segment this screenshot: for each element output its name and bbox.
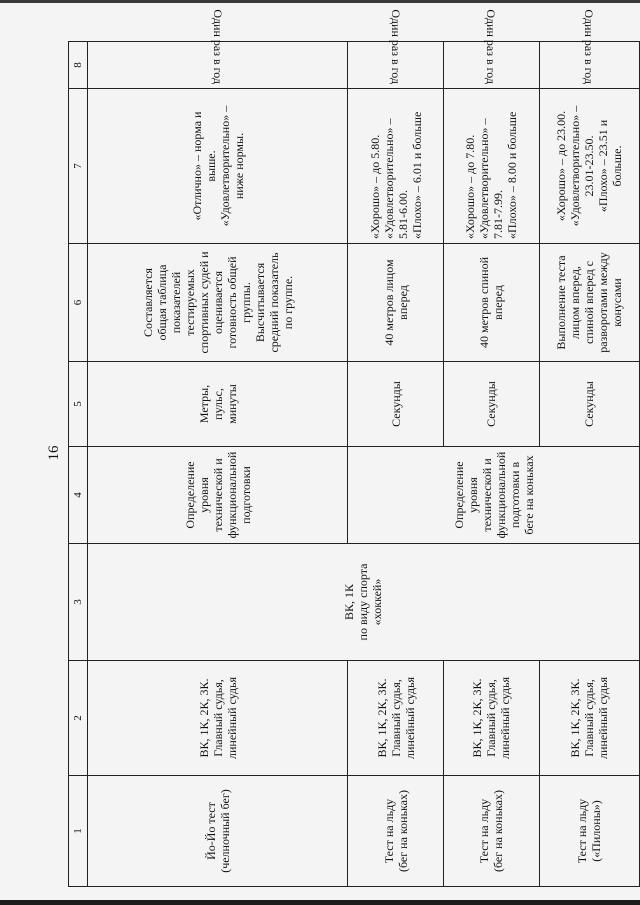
column-header: 3	[69, 544, 88, 661]
conditions-cell: 40 метров спиной вперед	[444, 244, 540, 362]
units-cell: Секунды	[539, 362, 639, 447]
column-header: 7	[69, 89, 88, 244]
frequency-cell: Один раз в год	[87, 42, 347, 89]
page-number: 16	[46, 445, 62, 461]
test-name-cell: Тест на льду («Пилоны»)	[539, 776, 639, 887]
standards-cell: «Отлично» – норма и выше. «Удовлетворительно» – ниже нормы.	[87, 89, 347, 244]
description-cell: Определение уровня технической и функциональной подготовки в беге на коньках	[348, 447, 640, 544]
units-cell: Метры, пульс, минуты	[87, 362, 347, 447]
standards-cell: «Хорошо» – до 23.00. «Удовлетворительно» – 23.01-23.50. «Плохо» – 23.51 и больше.	[539, 89, 639, 244]
column-header: 2	[69, 661, 88, 776]
categories-cell: ВК, 1К, 2К, 3К. Главный судья, линейный судья	[348, 661, 444, 776]
sport-cell: ВК, 1К по виду спорта «хоккей»	[87, 544, 639, 661]
header-row	[69, 42, 88, 887]
units-cell: Секунды	[348, 362, 444, 447]
standards-cell: «Хорошо» – до 7.80. «Удовлетворительно» – 7.81-7.99. «Плохо» – 8.00 и больше	[444, 89, 540, 244]
description-cell: Определение уровня технической и функциональной подготовки	[87, 447, 347, 544]
column-header: 5	[69, 362, 88, 447]
column-header: 1	[69, 776, 88, 887]
column-header: 6	[69, 244, 88, 362]
frequency-cell: Один раз в год	[539, 42, 639, 89]
test-name-cell: Тест на льду (бег на коньках)	[348, 776, 444, 887]
test-name-cell: Тест на льду (бег на коньках)	[444, 776, 540, 887]
table-row	[87, 42, 347, 887]
categories-cell: ВК, 1К, 2К, 3К. Главный судья, линейный судья	[444, 661, 540, 776]
rotated-page	[68, 9, 640, 887]
column-header: 8	[69, 42, 88, 89]
conditions-cell: 40 метров лицом вперед	[348, 244, 444, 362]
test-name-cell: Йо-Йо тест (челночный бег)	[87, 776, 347, 887]
frequency-cell: Один раз в год	[444, 42, 540, 89]
categories-cell: ВК, 1К, 2К, 3К. Главный судья, линейный судья	[87, 661, 347, 776]
units-cell: Секунды	[444, 362, 540, 447]
column-header: 4	[69, 447, 88, 544]
tests-table	[68, 9, 640, 887]
frequency-cell: Один раз в год	[348, 42, 444, 89]
scan-bottom-edge	[0, 900, 640, 905]
table-row	[348, 42, 444, 887]
categories-cell: ВК, 1К, 2К, 3К. Главный судья, линейный судья	[539, 661, 639, 776]
conditions-cell: Составляется общая таблица показателей тестируемых спортивных судей и оценивается готовность общей группы. Высчитывается средний показатель по группе.	[87, 244, 347, 362]
conditions-cell: Выполнение теста лицом вперед, спиной вперед с разворотами между конусами	[539, 244, 639, 362]
scan-top-edge	[0, 0, 640, 3]
standards-cell: «Хорошо» – до 5.80. «Удовлетворительно» – 5.81-6.00. «Плохо» – 6.01 и больше	[348, 89, 444, 244]
